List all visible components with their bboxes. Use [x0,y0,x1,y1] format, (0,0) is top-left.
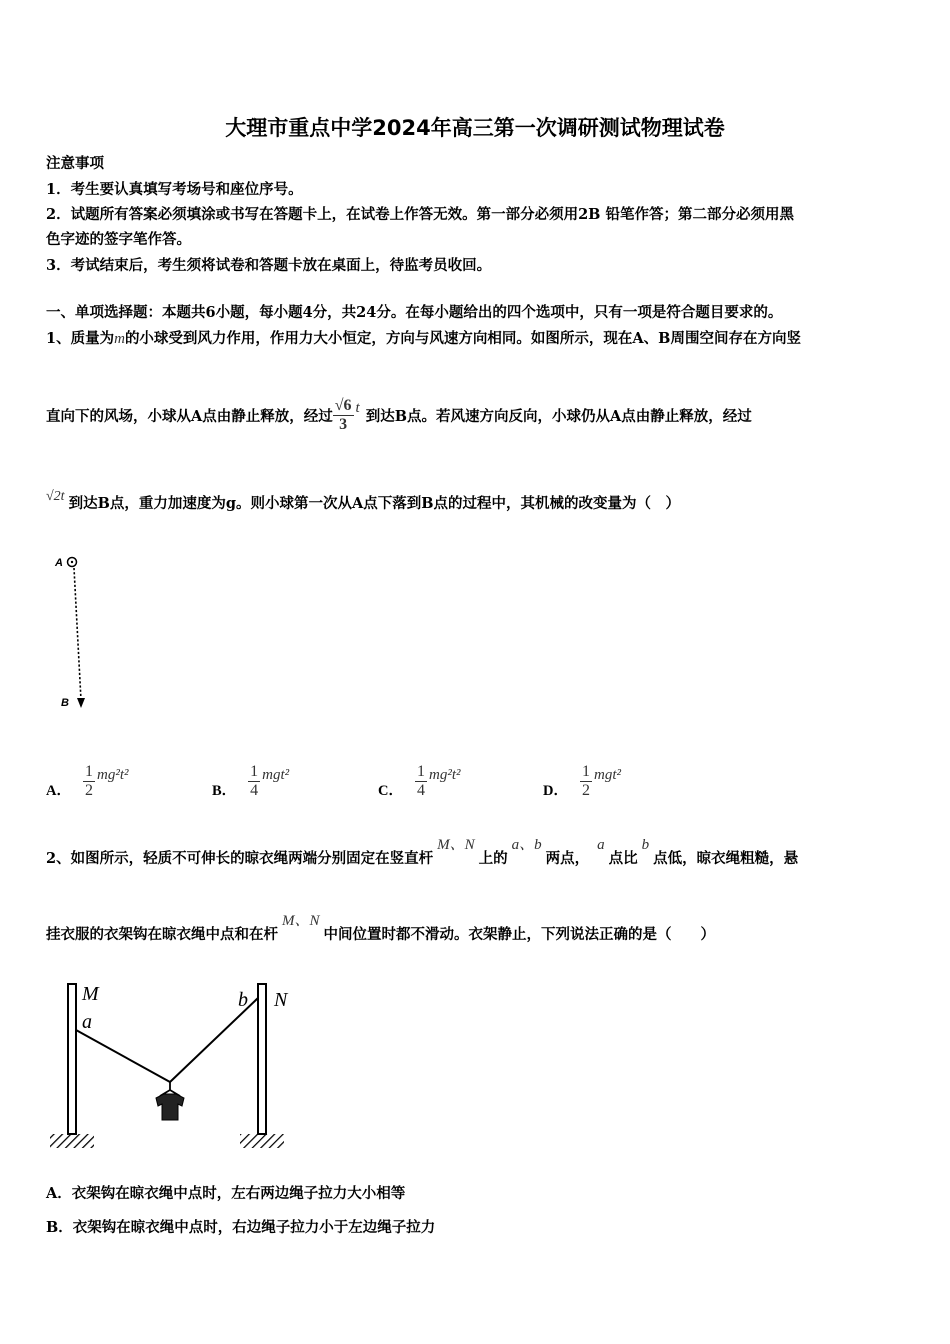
q2-figure [46,980,306,1155]
q2-option-a[interactable]: A．衣架钩在晾衣绳中点时，左右两边绳子拉力大小相等 [46,1185,406,1202]
ground-right [240,1134,284,1148]
fig-label-m: M [82,983,99,1005]
fig-label-b: b [238,989,248,1011]
q1-figure [50,548,100,718]
section-heading: 一、单项选择题：本题共6小题，每小题4分，共24分。在每小题给出的四个选项中，只有一项是符合题目要求的。 [46,304,783,321]
q2-option-b[interactable]: B．衣架钩在晾衣绳中点时，右边绳子拉力小于左边绳子拉力 [46,1219,436,1236]
q1-option-b[interactable]: B． $\frac{1}{4}$ mgt² [212,763,290,799]
q1-option-d[interactable]: D． $\frac{1}{2}$ mgt² [543,763,621,799]
q1-line-3: √2t 到达B点，重力加速度为g。则小球第一次从A点下落到B点的过程中，其机械的改变量为（ ） [46,489,680,512]
arrow-down-icon [77,698,85,708]
q1-option-a[interactable]: A． $\frac{1}{2}$ mg²t² [46,763,129,799]
clothesline [76,998,258,1082]
notice-item-2: 2．试题所有答案必须填涂或书写在答题卡上，在试卷上作答无效。第一部分必须用2B 铅笔作答；第二部分必须用黑 [46,206,794,223]
pole-n [258,984,266,1134]
fig-label-a: a [82,1011,92,1033]
fraction-sqrt6-over-3: $\frac{√6}{3}$ [334,396,352,433]
q1-line-1: 1、质量为m的小球受到风力作用，作用力大小恒定，方向与风速方向相同。如图所示，现在A、B周围空间存在方向竖 [46,330,801,347]
q1-option-c[interactable]: C． $\frac{1}{4}$ mg²t² [378,763,461,799]
q1-line-2: 直向下的风场，小球从A点由静止释放，经过 $\frac{√6}{3}$ t 到达B点。若风速方向反向，小球仍从A点由静止释放，经过 [46,396,752,433]
q2-line-1: 2、如图所示，轻质不可伸长的晾衣绳两端分别固定在竖直杆 M、N 上的 a、b 两点， a 点比 b 点低，晾衣绳粗糙，悬 [46,837,799,867]
notice-item-1: 1．考生要认真填写考场号和座位序号。 [46,181,303,198]
notice-heading: 注意事项 [46,155,104,172]
ground-left [50,1134,94,1148]
shirt-icon [156,1094,184,1120]
notice-item-2-cont: 色字迹的签字笔作答。 [46,231,191,248]
fig-label-n: N [274,989,288,1011]
pole-m [68,984,76,1134]
page-title: 大理市重点中学2024年高三第一次调研测试物理试卷 [225,116,725,140]
notice-item-3: 3．考试结束后，考生须将试卷和答题卡放在桌面上，待监考员收回。 [46,257,492,274]
fig-label-a: A [55,557,63,569]
fig-label-b: B [61,697,69,709]
trajectory-line [74,568,81,700]
q2-line-2: 挂衣服的衣架钩在晾衣绳中点和在杆 M、N 中间位置时都不滑动。衣架静止，下列说法正确的是（ ） [46,913,716,943]
